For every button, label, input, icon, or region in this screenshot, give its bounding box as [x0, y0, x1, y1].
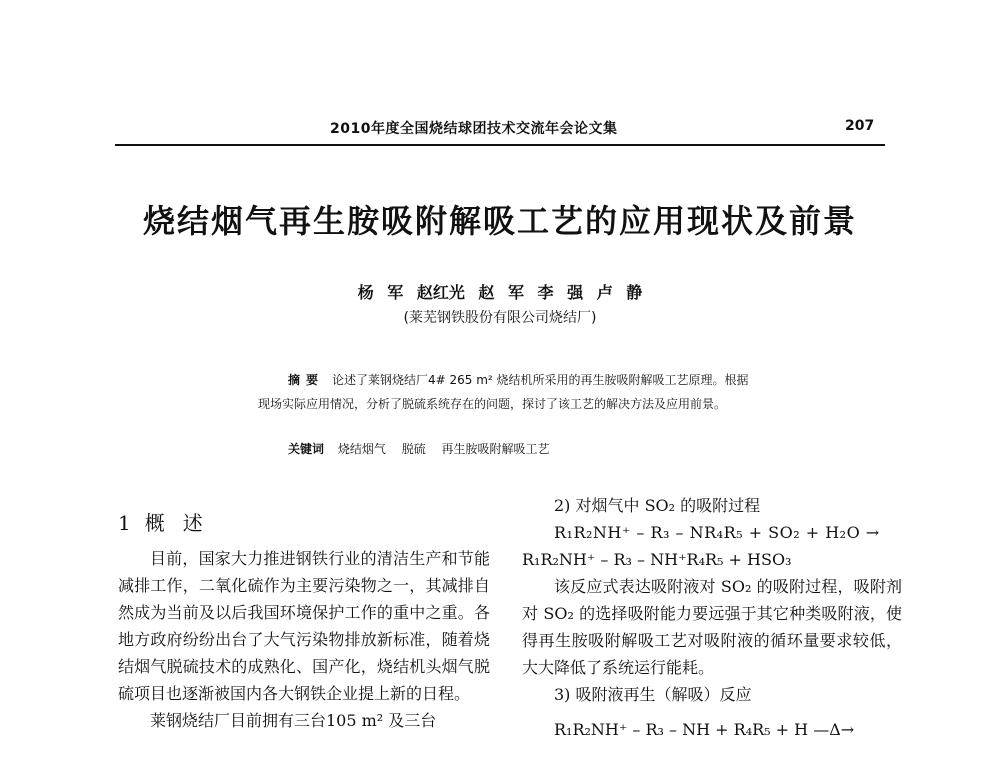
- paragraph: 目前，国家大力推进钢铁行业的清洁生产和节能减排工作，二氧化硫作为主要污染物之一，其减排自然成为当前及以后我国环境保护工作的重中之重。各地方政府纷纷出台了大气污染物排放新标准，随着烧结烟气脱硫技术的成熟化、国产化，烧结机头烟气脱硫项目也逐渐被国内各大钢铁企业提上新的日程。: [118, 549, 490, 703]
- equation-line: R₁R₂NH⁺ – R₃ – NR₄R₅ + SO₂ + H₂O →: [554, 523, 880, 542]
- left-column: [118, 545, 490, 734]
- paragraph: 莱钢烧结厂目前拥有三台105 m² 及三台: [150, 711, 437, 730]
- authors: 杨 军 赵红光 赵 军 李 强 卢 静: [357, 283, 643, 302]
- right-column: [522, 492, 902, 743]
- equation-line: R₁R₂NH⁺ – R₃ – NH⁺R₄R₅ + HSO₃: [522, 550, 792, 569]
- keywords: [288, 440, 550, 457]
- equation-line: R₁R₂NH⁺ – R₃ – NH + R₄R₅ + H —Δ→: [554, 720, 855, 739]
- abstract: [258, 368, 758, 416]
- paper-title: 烧结烟气再生胺吸附解吸工艺的应用现状及前景: [142, 202, 857, 240]
- keyword-2: 脱硫: [401, 442, 426, 456]
- section-title: 概述: [144, 511, 221, 535]
- affiliation: (莱芜钢铁股份有限公司烧结厂): [403, 310, 597, 326]
- section-number: 1: [118, 511, 131, 535]
- paragraph: 该反应式表达吸附液对 SO₂ 的吸附过程，吸附剂对 SO₂ 的选择吸附能力要远强于其它种类吸附液，使得再生胺吸附解吸工艺对吸附液的循环量要求较低，大大降低了系统运行能耗。: [522, 577, 902, 677]
- keywords-label: 关键词: [288, 442, 325, 456]
- journal-header: 2010年度全国烧结球团技术交流年会论文集: [330, 121, 618, 137]
- keyword-3: 再生胺吸附解吸工艺: [441, 442, 550, 456]
- header-rule: [115, 144, 885, 146]
- keyword-1: 烧结烟气: [337, 442, 386, 456]
- page-number: 207: [845, 118, 875, 134]
- abstract-label: 摘要: [288, 373, 325, 387]
- section-heading: [118, 507, 221, 536]
- item-heading: 2) 对烟气中 SO₂ 的吸附过程: [554, 496, 761, 515]
- item-heading: 3) 吸附液再生（解吸）反应: [554, 685, 752, 704]
- abstract-text: 论述了莱钢烧结厂4# 265 m² 烧结机所采用的再生胺吸附解吸工艺原理。根据现场实际应用情况，分析了脱硫系统存在的问题，探讨了该工艺的解决方法及应用前景。: [258, 373, 749, 411]
